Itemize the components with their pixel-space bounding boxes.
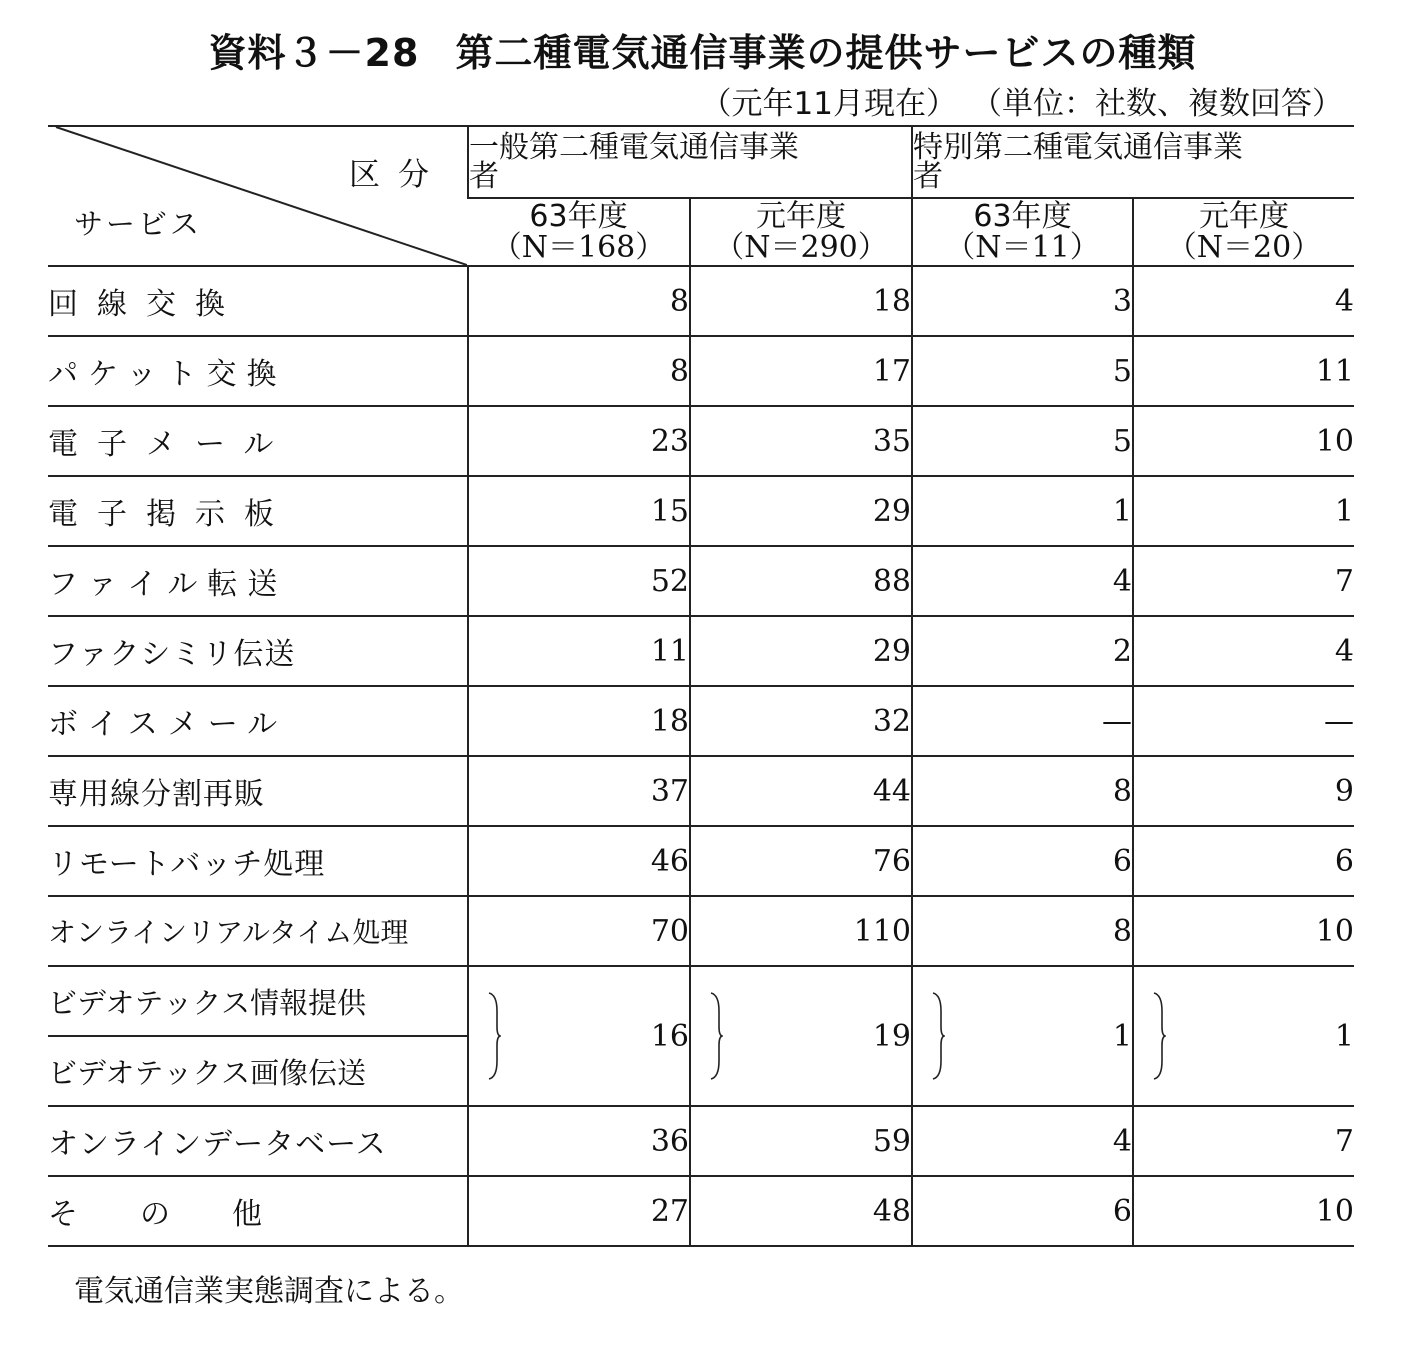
- service-label: 電子メール: [48, 406, 468, 476]
- service-label: その他: [48, 1176, 468, 1246]
- subtitle: [701, 78, 1343, 123]
- value-cell: 18: [468, 686, 690, 756]
- service-label: 回線交換: [48, 266, 468, 336]
- value-cell: 6: [1133, 826, 1354, 896]
- table-row: [48, 406, 1354, 476]
- header-row-groups: [48, 126, 1354, 198]
- value-cell: 6: [912, 826, 1133, 896]
- value-cell: 37: [468, 756, 690, 826]
- merged-value-cell: 1: [1133, 966, 1354, 1106]
- value-cell: 27: [468, 1176, 690, 1246]
- value-cell: 4: [1133, 616, 1354, 686]
- group-header-special: 特別第二種電気通信事業者: [912, 126, 1354, 198]
- value-cell: 4: [1133, 266, 1354, 336]
- document-title: [0, 22, 1405, 77]
- value-cell: 29: [690, 476, 912, 546]
- service-label: ファクシミリ伝送: [48, 616, 468, 686]
- value-cell: 7: [1133, 1106, 1354, 1176]
- table-row: [48, 826, 1354, 896]
- value-cell: 44: [690, 756, 912, 826]
- year-header: 元年度 （N＝20）: [1133, 198, 1354, 266]
- value-cell: 46: [468, 826, 690, 896]
- merged-value-cell: 19: [690, 966, 912, 1106]
- corner-row-label: サービス: [74, 207, 203, 241]
- value-cell: 76: [690, 826, 912, 896]
- value-cell: 18: [690, 266, 912, 336]
- value-cell: 36: [468, 1106, 690, 1176]
- corner-cell: [48, 126, 468, 266]
- table-row: [48, 1176, 1354, 1246]
- value-cell: 52: [468, 546, 690, 616]
- title-prefix: 資料３－28: [208, 31, 420, 75]
- service-label: ボイスメール: [48, 686, 468, 756]
- brace-icon: [487, 991, 501, 1081]
- value-cell: —: [912, 686, 1133, 756]
- service-label: オンラインリアルタイム処理: [48, 896, 468, 966]
- value-cell: 70: [468, 896, 690, 966]
- table-row: [48, 896, 1354, 966]
- value-cell: 10: [1133, 406, 1354, 476]
- source-footnote: 電気通信業実態調査による。: [74, 1274, 464, 1309]
- brace-icon: [709, 991, 723, 1081]
- value-cell: 10: [1133, 896, 1354, 966]
- year-header: 63年度 （N＝11）: [912, 198, 1133, 266]
- merged-value-cell: 1: [912, 966, 1133, 1106]
- value-cell: 15: [468, 476, 690, 546]
- year-header: 63年度 （N＝168）: [468, 198, 690, 266]
- services-table: [48, 125, 1354, 1247]
- value-cell: 8: [912, 896, 1133, 966]
- title-text: 第二種電気通信事業の提供サービスの種類: [455, 31, 1197, 75]
- year-header: 元年度 （N＝290）: [690, 198, 912, 266]
- value-cell: 4: [912, 1106, 1133, 1176]
- table-row: [48, 266, 1354, 336]
- table-row-merged-top: [48, 966, 1354, 1036]
- value-cell: 88: [690, 546, 912, 616]
- value-cell: 59: [690, 1106, 912, 1176]
- corner-column-label: 区分: [349, 157, 447, 193]
- value-cell: 7: [1133, 546, 1354, 616]
- value-cell: 32: [690, 686, 912, 756]
- merged-value-cell: 16: [468, 966, 690, 1106]
- value-cell: 3: [912, 266, 1133, 336]
- table-row: [48, 686, 1354, 756]
- table-row: [48, 336, 1354, 406]
- value-cell: 4: [912, 546, 1133, 616]
- value-cell: 35: [690, 406, 912, 476]
- unit-note: （単位：社数、複数回答）: [971, 86, 1343, 122]
- value-cell: —: [1133, 686, 1354, 756]
- value-cell: 17: [690, 336, 912, 406]
- value-cell: 8: [468, 336, 690, 406]
- service-label: 電子掲示板: [48, 476, 468, 546]
- table-row: [48, 1106, 1354, 1176]
- diagonal-divider: [48, 127, 467, 265]
- table-row: [48, 476, 1354, 546]
- value-cell: 2: [912, 616, 1133, 686]
- service-label: オンラインデータベース: [48, 1106, 468, 1176]
- value-cell: 9: [1133, 756, 1354, 826]
- table-row: [48, 546, 1354, 616]
- service-label: リモートバッチ処理: [48, 826, 468, 896]
- service-label: ファイル転送: [48, 546, 468, 616]
- brace-icon: [931, 991, 945, 1081]
- value-cell: 48: [690, 1176, 912, 1246]
- value-cell: 5: [912, 336, 1133, 406]
- group-header-general: 一般第二種電気通信事業者: [468, 126, 912, 198]
- value-cell: 1: [1133, 476, 1354, 546]
- service-label: ビデオテックス情報提供: [48, 966, 468, 1036]
- value-cell: 110: [690, 896, 912, 966]
- service-label: パケット交換: [48, 336, 468, 406]
- value-cell: 1: [912, 476, 1133, 546]
- value-cell: 5: [912, 406, 1133, 476]
- value-cell: 6: [912, 1176, 1133, 1246]
- value-cell: 29: [690, 616, 912, 686]
- brace-icon: [1152, 991, 1166, 1081]
- value-cell: 11: [468, 616, 690, 686]
- value-cell: 8: [912, 756, 1133, 826]
- value-cell: 8: [468, 266, 690, 336]
- service-label: 専用線分割再販: [48, 756, 468, 826]
- date-note: （元年11月現在）: [700, 86, 957, 122]
- table-row: [48, 756, 1354, 826]
- value-cell: 11: [1133, 336, 1354, 406]
- table-row: [48, 616, 1354, 686]
- value-cell: 23: [468, 406, 690, 476]
- value-cell: 10: [1133, 1176, 1354, 1246]
- service-label: ビデオテックス画像伝送: [48, 1036, 468, 1106]
